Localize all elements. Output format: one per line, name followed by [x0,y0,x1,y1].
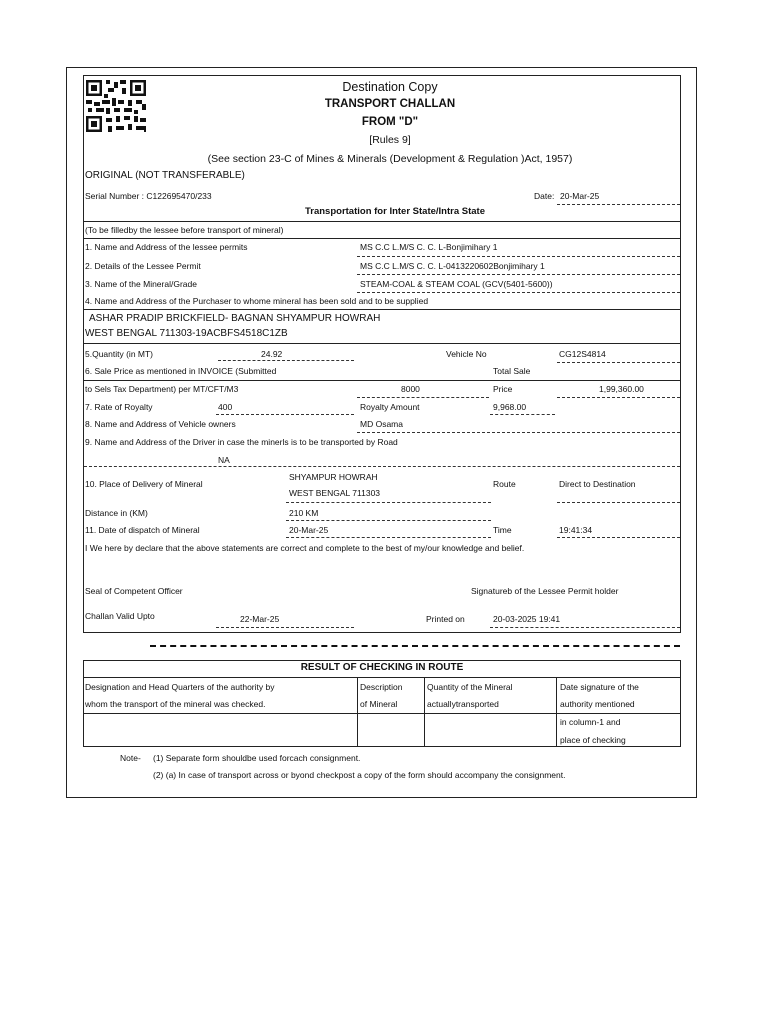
printed-underline [490,627,680,628]
col4-header-line-1: Date signature of the [560,682,639,692]
field-7-underline [216,414,354,415]
field-10-label: 10. Place of Delivery of Mineral [85,479,203,489]
field-2-underline [357,274,680,275]
cut-line [150,645,680,647]
time-label: Time [493,525,512,535]
printed-on-label: Printed on [426,614,465,624]
field-6-label-2: to Sels Tax Department) per MT/CFT/M3 [85,384,239,394]
distance-underline [286,520,491,521]
form-name: FROM "D" [361,116,419,128]
total-sale-underline [557,397,680,398]
vehicle-label: Vehicle No [446,349,487,359]
vehicle-underline [557,362,680,363]
delivery-line-2: WEST BENGAL 711303 [289,488,381,498]
divider [84,380,680,381]
col3-header-line-2: actuallytransported [427,699,499,709]
field-6-underline [357,397,489,398]
table-rule [84,677,680,678]
field-9-underline [84,466,680,467]
field-5-label: 5.Quantity (in MT) [85,349,154,359]
date-value: 20-Mar-25 [560,191,600,201]
valid-upto-value: 22-Mar-25 [240,614,280,624]
rules-label: [Rules 9] [369,134,411,146]
seal-label: Seal of Competent Officer [85,586,183,596]
field-9-label: 9. Name and Address of the Driver in case the minerls is to be transported by Road [85,437,398,447]
delivery-underline [286,502,491,503]
valid-upto-label: Challan Valid Upto [85,611,155,621]
note-label: Note- [120,753,141,763]
field-8-underline [357,432,680,433]
field-6-label-1: 6. Sale Price as mentioned in INVOICE (Submitted [85,366,277,376]
table-column-rule [556,677,557,747]
note-1: (1) Separate form shouldbe used forcach consignment. [153,753,361,763]
date-label: Date: [534,191,555,201]
distance-label: Distance in (KM) [85,508,148,518]
col1-header-line-1: Designation and Head Quarters of the authority by [85,682,275,692]
time-underline [557,537,680,538]
col2-header-line-1: Description [360,682,403,692]
table-column-rule [424,677,425,747]
field-8-label: 8. Name and Address of Vehicle owners [85,419,236,429]
page-title: TRANSPORT CHALLAN [324,98,456,110]
col1-header-line-2: whom the transport of the mineral was checked. [85,699,266,709]
field-3-underline [357,292,680,293]
field-3-value: STEAM-COAL & STEAM COAL (GCV(5401-5600)) [360,279,553,289]
divider [84,343,680,344]
col4-header-line-2: authority mentioned [560,699,635,709]
printed-on-value: 20-03-2025 19:41 [493,614,561,624]
royalty-underline [490,414,555,415]
col3-header-line-1: Quantity of the Mineral [427,682,513,692]
col4-header-line-3: in column-1 and [560,717,621,727]
original-label: ORIGINAL (NOT TRANSFERABLE) [85,170,245,181]
declaration-text: I We here by declare that the above statements are correct and complete to the best of my/our knowledge and belief. [85,543,525,553]
date-underline [557,204,680,205]
instruction-text: (To be filledby the lessee before transport of mineral) [85,225,284,235]
total-sale-value: 1,99,360.00 [599,384,644,394]
field-2-value: MS C.C L.M/S C. C. L-0413220602Bonjimihary 1 [360,261,545,271]
field-5-value: 24.92 [261,349,283,359]
field-2-label: 2. Details of the Lessee Permit [85,261,201,271]
divider [84,221,680,222]
field-11-underline [286,537,491,538]
copy-label: Destination Copy [342,80,438,94]
col2-header-line-2: of Mineral [360,699,398,709]
route-underline [557,502,680,503]
time-value: 19:41:34 [559,525,593,535]
purchaser-line-2: WEST BENGAL 711303-19ACBFS4518C1ZB [85,328,288,339]
field-6-value: 8000 [401,384,420,394]
signature-label: Signatureb of the Lessee Permit holder [471,586,619,596]
royalty-value: 9,968.00 [493,402,527,412]
field-1-label: 1. Name and Address of the lessee permits [85,242,248,252]
field-7-label: 7. Rate of Royalty [85,402,153,412]
divider [84,238,680,239]
field-5-underline [218,360,354,361]
field-11-value: 20-Mar-25 [289,525,329,535]
field-7-value: 400 [218,402,233,412]
note-2: (2) (a) In case of transport across or byond checkpost a copy of the form should accompany the consignment. [153,770,566,780]
distance-value: 210 KM [289,508,319,518]
field-8-value: MD Osama [360,419,403,429]
vehicle-value: CG12S4814 [559,349,606,359]
purchaser-line-1: ASHAR PRADIP BRICKFIELD- BAGNAN SHYAMPUR HOWRAH [89,313,381,324]
route-label: Route [493,479,516,489]
total-sale-label-1: Total Sale [493,366,531,376]
col4-header-line-4: place of checking [560,735,626,745]
total-sale-label-2: Price [493,384,513,394]
serial-number: Serial Number : C122695470/233 [85,191,212,201]
transport-title: Transportation for Inter State/Intra State [305,206,485,217]
valid-underline [216,627,354,628]
royalty-label: Royalty Amount [360,402,420,412]
qr-code-icon [86,80,148,132]
table-column-rule [357,677,358,747]
field-4-label: 4. Name and Address of the Purchaser to whome mineral has been sold and to be supplied [85,296,429,306]
result-title: RESULT OF CHECKING IN ROUTE [300,662,464,673]
divider [84,309,680,310]
table-rule [84,713,680,714]
field-1-value: MS C.C L.M/S C. C. L-Bonjimihary 1 [360,242,498,252]
field-11-label: 11. Date of dispatch of Mineral [85,525,200,535]
section-reference: (See section 23-C of Mines & Minerals (Development & Regulation )Act, 1957) [207,153,573,165]
delivery-line-1: SHYAMPUR HOWRAH [289,472,378,482]
route-value: Direct to Destination [559,479,636,489]
field-9-value: NA [218,455,230,465]
field-1-underline [357,256,680,257]
field-3-label: 3. Name of the Mineral/Grade [85,279,197,289]
